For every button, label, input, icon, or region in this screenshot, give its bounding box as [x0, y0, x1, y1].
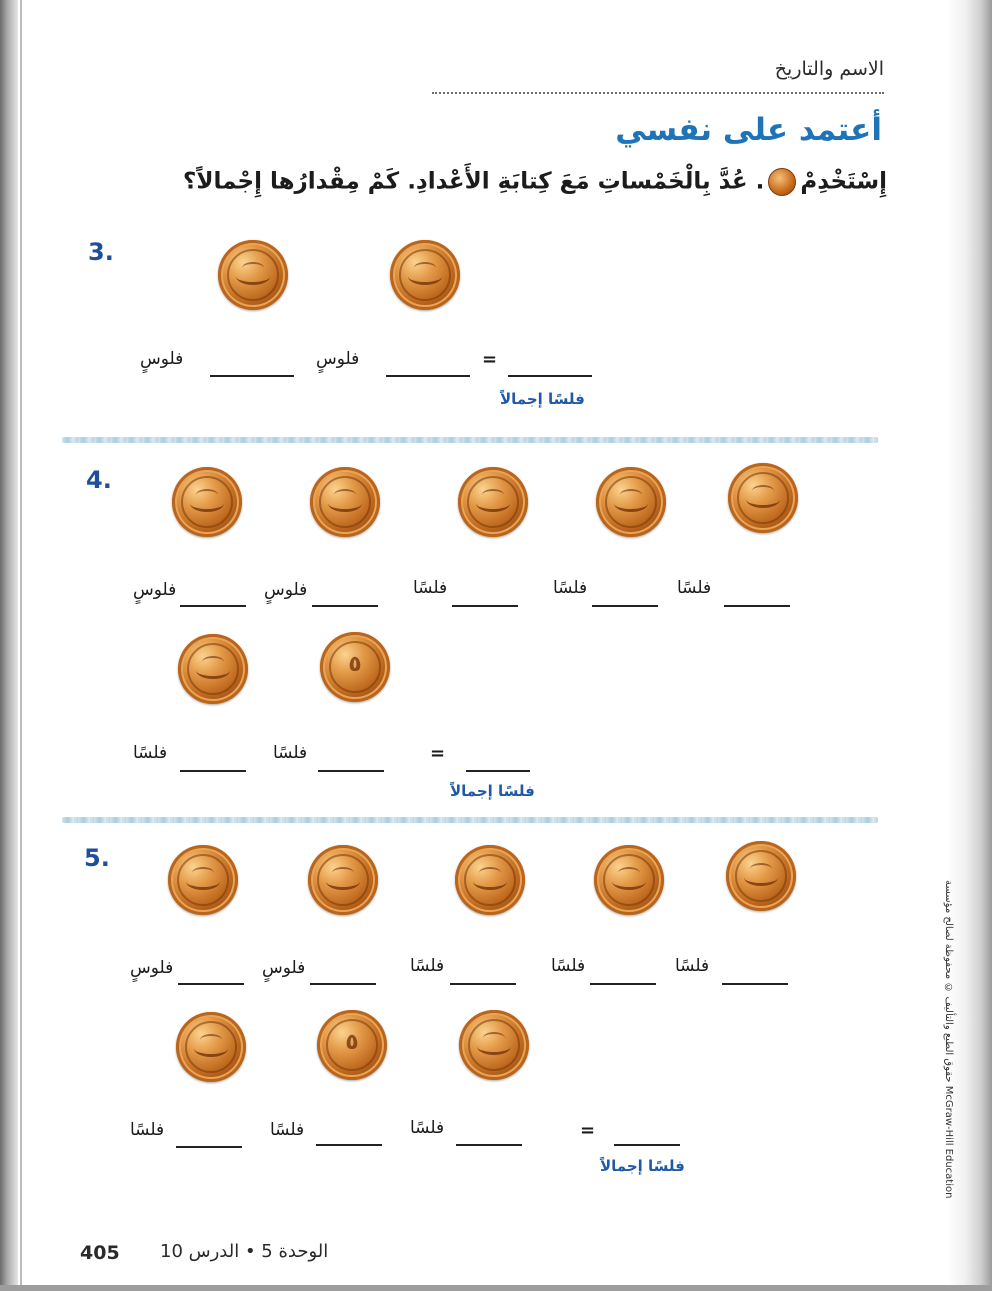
answer-blank[interactable]	[592, 605, 658, 607]
answer-blank[interactable]	[318, 770, 384, 772]
book-spine-right	[948, 0, 992, 1291]
page-title: أعتمد على نفسي	[615, 112, 882, 148]
coin-icon	[455, 845, 525, 915]
coin-icon	[594, 845, 664, 915]
question-3-number: 3.	[88, 238, 114, 266]
unit-label: فلوسٍ	[262, 958, 306, 978]
coin-icon	[728, 463, 798, 533]
coin-icon	[168, 845, 238, 915]
unit-label: فلسًا	[273, 743, 308, 763]
answer-blank[interactable]	[456, 1144, 522, 1146]
answer-blank[interactable]	[450, 983, 516, 985]
total-blank[interactable]	[614, 1144, 680, 1146]
total-label: فلسًا إجمالاً	[600, 1157, 685, 1175]
instruction-use-text: إِسْتَخْدِمْ	[800, 168, 887, 195]
unit-label: فلسًا	[133, 743, 168, 763]
coin-value: ٥	[348, 652, 362, 677]
unit-label: فلسًا	[413, 578, 448, 598]
answer-blank[interactable]	[722, 983, 788, 985]
total-label: فلسًا إجمالاً	[500, 390, 585, 408]
unit-label: فلوسٍ	[133, 580, 177, 600]
unit-label: فلسًا	[675, 956, 710, 976]
page-edge-line	[20, 0, 22, 1291]
copyright-credit: حقوق الطبع والتأليف © محفوظة لصالح مؤسسة McGraw-Hill Education	[943, 880, 954, 1199]
answer-blank[interactable]	[180, 605, 246, 607]
unit-label: فلسًا	[551, 956, 586, 976]
equals-sign: =	[430, 743, 446, 764]
answer-blank[interactable]	[590, 983, 656, 985]
unit-label: فلسًا	[130, 1120, 165, 1140]
equals-sign: =	[482, 349, 498, 370]
coin-icon	[310, 467, 380, 537]
unit-label: فلسًا	[410, 1118, 445, 1138]
name-date-label: الاسم والتاريخ	[774, 58, 884, 80]
coin-back-icon	[317, 1010, 387, 1080]
answer-blank[interactable]	[312, 605, 378, 607]
unit-label: فلسًا	[270, 1120, 305, 1140]
total-label: فلسًا إجمالاً	[450, 782, 535, 800]
coin-icon	[218, 240, 288, 310]
instructions	[183, 168, 887, 196]
unit-label: فلوسٍ	[140, 349, 184, 369]
name-date-line[interactable]	[432, 92, 884, 94]
total-blank[interactable]	[466, 770, 530, 772]
unit-label: فلسًا	[553, 578, 588, 598]
question-4-number: 4.	[86, 466, 112, 494]
page-number: 405	[80, 1242, 120, 1264]
answer-blank[interactable]	[178, 983, 244, 985]
coin-icon	[768, 168, 796, 196]
coin-icon	[390, 240, 460, 310]
answer-blank[interactable]	[452, 605, 518, 607]
coin-icon	[178, 634, 248, 704]
total-blank[interactable]	[508, 375, 592, 377]
coin-icon	[726, 841, 796, 911]
section-divider	[62, 437, 878, 443]
book-spine-left	[0, 0, 18, 1291]
question-5-number: 5.	[84, 844, 110, 872]
coin-icon	[172, 467, 242, 537]
coin-icon	[176, 1012, 246, 1082]
coin-icon	[308, 845, 378, 915]
unit-lesson-label: الوحدة 5 • الدرس 10	[160, 1241, 329, 1262]
coin-icon	[458, 467, 528, 537]
answer-blank[interactable]	[180, 770, 246, 772]
unit-label: فلوسٍ	[316, 349, 360, 369]
page-bottom-edge	[0, 1285, 992, 1291]
answer-blank[interactable]	[316, 1144, 382, 1146]
answer-blank[interactable]	[176, 1146, 242, 1148]
unit-label: فلسًا	[677, 578, 712, 598]
unit-label: فلسًا	[410, 956, 445, 976]
unit-label: فلوسٍ	[130, 958, 174, 978]
answer-blank[interactable]	[724, 605, 790, 607]
coin-icon	[459, 1010, 529, 1080]
instruction-rest-text: . عُدَّ بِالْخَمْساتِ مَعَ كِتابَةِ الأَعْدادِ. كَمْ مِقْدارُها إِجْمالاً؟	[182, 168, 765, 195]
coin-back-icon	[320, 632, 390, 702]
answer-blank[interactable]	[210, 375, 294, 377]
equals-sign: =	[580, 1120, 596, 1141]
unit-label: فلوسٍ	[264, 580, 308, 600]
answer-blank[interactable]	[386, 375, 470, 377]
coin-icon	[596, 467, 666, 537]
coin-value: ٥	[345, 1030, 359, 1055]
section-divider	[62, 817, 878, 823]
answer-blank[interactable]	[310, 983, 376, 985]
